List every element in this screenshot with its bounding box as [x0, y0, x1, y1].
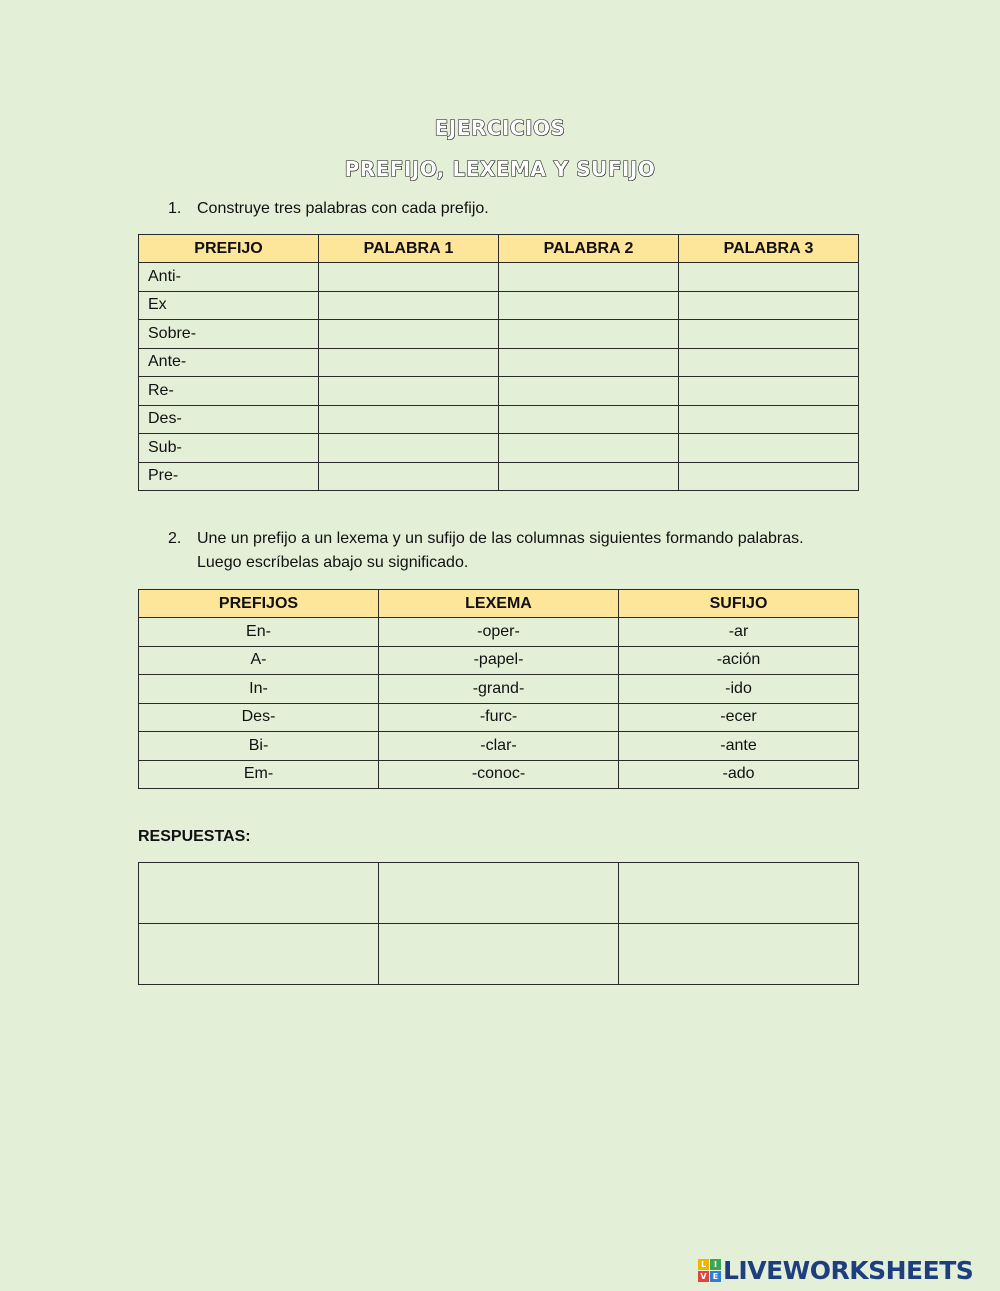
answer-cell[interactable] — [379, 924, 619, 985]
prefix-cell: Des- — [139, 703, 379, 732]
logo-wordmark: LIVEWORKSHEETS — [723, 1255, 974, 1285]
suffix-cell: -ar — [619, 618, 859, 647]
word-3-cell[interactable] — [679, 377, 859, 406]
word-1-cell[interactable] — [319, 348, 499, 377]
word-1-cell[interactable] — [319, 377, 499, 406]
word-2-cell[interactable] — [499, 291, 679, 320]
exercise-1-instruction — [168, 197, 868, 221]
answers-heading: RESPUESTAS: — [138, 828, 251, 845]
suffix-cell: -ación — [619, 646, 859, 675]
word-1-cell[interactable] — [319, 320, 499, 349]
table-row — [139, 263, 859, 292]
prefix-cell: Ante- — [139, 348, 319, 377]
badge-letter: L — [698, 1259, 709, 1270]
prefix-cell: Bi- — [139, 732, 379, 761]
exercise-2-number: 2. — [168, 530, 182, 547]
header-prefijos: PREFIJOS — [139, 590, 379, 618]
word-3-cell[interactable] — [679, 434, 859, 463]
header-palabra-2: PALABRA 2 — [499, 235, 679, 263]
word-3-cell[interactable] — [679, 291, 859, 320]
word-1-cell[interactable] — [319, 291, 499, 320]
answer-cell[interactable] — [139, 924, 379, 985]
word-3-cell[interactable] — [679, 405, 859, 434]
badge-letter: I — [710, 1259, 721, 1270]
table-row — [139, 675, 859, 704]
prefix-cell: In- — [139, 675, 379, 704]
word-2-cell[interactable] — [499, 434, 679, 463]
word-2-cell[interactable] — [499, 405, 679, 434]
worksheet-title: EJERCICIOS — [434, 116, 566, 140]
prefix-cell: Sobre- — [139, 320, 319, 349]
table-row — [139, 434, 859, 463]
table-row — [139, 924, 859, 985]
word-3-cell[interactable] — [679, 263, 859, 292]
header-palabra-3: PALABRA 3 — [679, 235, 859, 263]
lexeme-cell: -furc- — [379, 703, 619, 732]
exercise-2-text-line2: Luego escríbelas abajo su significado. — [197, 554, 469, 571]
table-header-row — [139, 590, 859, 618]
prefix-cell: Anti- — [139, 263, 319, 292]
word-2-cell[interactable] — [499, 462, 679, 491]
morpheme-table — [138, 589, 859, 789]
prefix-cell: Sub- — [139, 434, 319, 463]
word-2-cell[interactable] — [499, 377, 679, 406]
table-row — [139, 863, 859, 924]
live-badge-icon — [698, 1259, 721, 1282]
exercise-1-number: 1. — [168, 200, 182, 217]
prefix-cell: Des- — [139, 405, 319, 434]
table-row — [139, 646, 859, 675]
lexeme-cell: -oper- — [379, 618, 619, 647]
table-row — [139, 320, 859, 349]
suffix-cell: -ante — [619, 732, 859, 761]
suffix-cell: -ido — [619, 675, 859, 704]
badge-letter: E — [710, 1271, 721, 1282]
word-3-cell[interactable] — [679, 348, 859, 377]
word-3-cell[interactable] — [679, 462, 859, 491]
answer-cell[interactable] — [619, 863, 859, 924]
header-prefijo: PREFIJO — [139, 235, 319, 263]
word-1-cell[interactable] — [319, 263, 499, 292]
table-row — [139, 732, 859, 761]
table-row — [139, 703, 859, 732]
answer-cell[interactable] — [619, 924, 859, 985]
table-row — [139, 405, 859, 434]
word-3-cell[interactable] — [679, 320, 859, 349]
lexeme-cell: -conoc- — [379, 760, 619, 789]
answer-cell[interactable] — [379, 863, 619, 924]
table-row — [139, 348, 859, 377]
table-row — [139, 760, 859, 789]
prefix-cell: Ex — [139, 291, 319, 320]
table-header-row — [139, 235, 859, 263]
prefix-cell: En- — [139, 618, 379, 647]
table-row — [139, 291, 859, 320]
header-palabra-1: PALABRA 1 — [319, 235, 499, 263]
prefix-cell: Re- — [139, 377, 319, 406]
worksheet-subtitle: PREFIJO, LEXEMA Y SUFIJO — [344, 157, 656, 181]
header-lexema: LEXEMA — [379, 590, 619, 618]
word-2-cell[interactable] — [499, 348, 679, 377]
word-1-cell[interactable] — [319, 462, 499, 491]
exercise-1-text: Construye tres palabras con cada prefijo. — [197, 200, 489, 217]
word-2-cell[interactable] — [499, 263, 679, 292]
badge-letter: V — [698, 1271, 709, 1282]
table-row — [139, 618, 859, 647]
lexeme-cell: -grand- — [379, 675, 619, 704]
word-1-cell[interactable] — [319, 434, 499, 463]
header-sufijo: SUFIJO — [619, 590, 859, 618]
table-row — [139, 462, 859, 491]
prefix-cell: Pre- — [139, 462, 319, 491]
table-row — [139, 377, 859, 406]
prefix-words-table — [138, 234, 859, 491]
liveworksheets-logo — [698, 1256, 973, 1284]
answer-cell[interactable] — [139, 863, 379, 924]
exercise-2-instruction — [168, 527, 868, 575]
word-2-cell[interactable] — [499, 320, 679, 349]
lexeme-cell: -papel- — [379, 646, 619, 675]
lexeme-cell: -clar- — [379, 732, 619, 761]
prefix-cell: Em- — [139, 760, 379, 789]
suffix-cell: -ecer — [619, 703, 859, 732]
word-1-cell[interactable] — [319, 405, 499, 434]
answers-table — [138, 862, 859, 985]
suffix-cell: -ado — [619, 760, 859, 789]
exercise-2-text-line1: Une un prefijo a un lexema y un sufijo de las columnas siguientes formando palabras. — [197, 530, 804, 547]
prefix-cell: A- — [139, 646, 379, 675]
